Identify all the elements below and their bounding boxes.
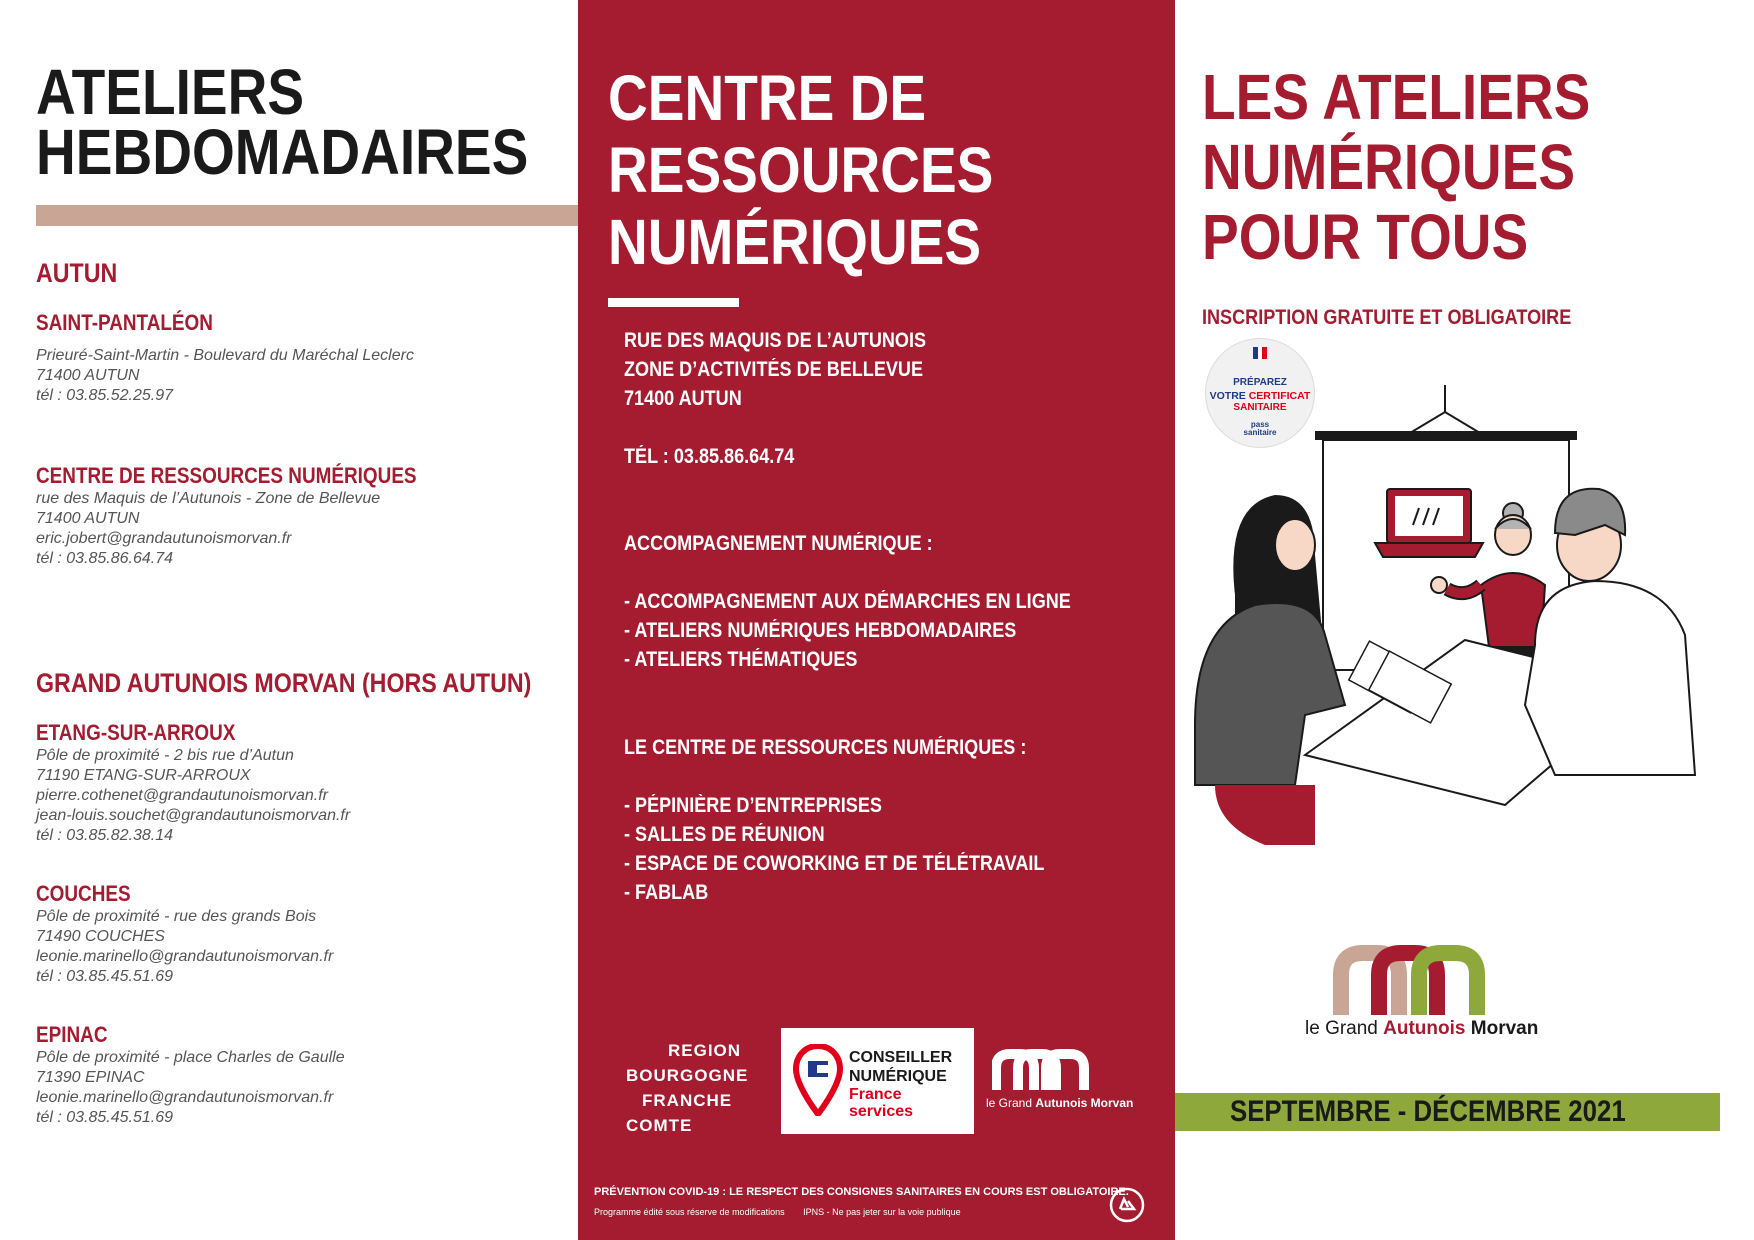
entry-line: leonie.marinello@grandautunoismorvan.fr: [36, 1089, 334, 1106]
pass-sanitaire-badge: PRÉPAREZ VOTRE CERTIFICAT SANITAIRE pass sanitaire: [1205, 338, 1315, 448]
entry-line: Pôle de proximité - 2 bis rue d’Autun: [36, 747, 294, 764]
left-panel: [0, 0, 578, 1240]
marianne-flag-icon: [1253, 347, 1267, 365]
gam-logo-small: [986, 1048, 1136, 1118]
entry-etang: [36, 720, 556, 846]
cover-title: LES ATELIERS NUMÉRIQUES POUR TOUS: [1202, 61, 1591, 273]
footnotes: [594, 1207, 977, 1217]
entry-title: SAINT-PANTALÉON: [36, 310, 213, 335]
gam-small-label: le Grand Autunois Morvan: [986, 1096, 1134, 1110]
list-item: - ESPACE DE COWORKING ET DE TÉLÉTRAVAIL: [624, 852, 1045, 875]
gam-mark-icon: [992, 1048, 1092, 1092]
entry-title: EPINAC: [36, 1022, 108, 1047]
list-item: - ACCOMPAGNEMENT AUX DÉMARCHES EN LIGNE: [624, 590, 1071, 613]
entry-line: Pôle de proximité - place Charles de Gaulle: [36, 1049, 345, 1066]
crn-title: CENTRE DE RESSOURCES NUMÉRIQUES: [608, 62, 994, 278]
crn-address: [624, 326, 975, 413]
entry-line: jean-louis.souchet@grandautunoismorvan.fr: [36, 807, 351, 824]
list-item: - SALLES DE RÉUNION: [624, 823, 825, 846]
entry-line: rue des Maquis de l’Autunois - Zone de Bellevue: [36, 490, 381, 507]
entry-line: tél : 03.85.45.51.69: [36, 968, 173, 985]
entry-epinac: [36, 1022, 556, 1128]
list-item: - PÉPINIÈRE D’ENTREPRISES: [624, 794, 882, 817]
entry-line: Prieuré-Saint-Martin - Boulevard du Maréchal Leclerc: [36, 347, 414, 364]
entry-line: 71400 AUTUN: [36, 510, 140, 527]
list-item: - FABLAB: [624, 881, 709, 904]
ateliers-title: ATELIERS HEBDOMADAIRES: [36, 56, 529, 188]
entry-line: tél : 03.85.86.64.74: [36, 550, 173, 567]
address-line: ZONE D’ACTIVITÉS DE BELLEVUE: [624, 358, 924, 381]
phone-line: TÉL : 03.85.86.64.74: [624, 445, 795, 468]
right-panel: [1175, 0, 1754, 1240]
entry-line: 71490 COUCHES: [36, 928, 165, 945]
location-pin-icon: [793, 1044, 843, 1116]
entry-line: Pôle de proximité - rue des grands Bois: [36, 908, 317, 925]
gam-heading: GRAND AUTUNOIS MORVAN (HORS AUTUN): [36, 668, 532, 698]
entry-line: 71190 ETANG-SUR-ARROUX: [36, 767, 251, 784]
entry-line: tél : 03.85.45.51.69: [36, 1109, 173, 1126]
footnote-ipns: IPNS - Ne pas jeter sur la voie publique: [803, 1207, 961, 1217]
entry-title: CENTRE DE RESSOURCES NUMÉRIQUES: [36, 463, 417, 488]
entry-line: tél : 03.85.82.38.14: [36, 827, 173, 844]
entry-crn: [36, 463, 556, 569]
title-underline-bar: [36, 205, 578, 226]
gam-logo-text: le Grand Autunois Morvan: [1305, 1018, 1539, 1039]
list-item: - ATELIERS THÉMATIQUES: [624, 648, 858, 671]
entry-line: tél : 03.85.52.25.97: [36, 387, 173, 404]
crn-phone: [624, 442, 822, 471]
entry-line: pierre.cothenet@grandautunoismorvan.fr: [36, 787, 328, 804]
region-bfc-logo: REGION BOURGOGNE FRANCHE COMTE: [626, 1041, 749, 1135]
entry-line: leonie.marinello@grandautunoismorvan.fr: [36, 948, 334, 965]
entry-line: 71400 AUTUN: [36, 367, 140, 384]
cnfs-title: CONSEILLER NUMÉRIQUE: [849, 1049, 953, 1085]
list-item: - ATELIERS NUMÉRIQUES HEBDOMADAIRES: [624, 619, 1017, 642]
entry-title: COUCHES: [36, 881, 131, 906]
entry-line: eric.jobert@grandautunoismorvan.fr: [36, 530, 292, 547]
autun-heading: AUTUN: [36, 258, 118, 288]
middle-panel: [578, 0, 1175, 1240]
address-line: 71400 AUTUN: [624, 387, 742, 410]
conseiller-numerique-logo: [781, 1028, 974, 1134]
address-line: RUE DES MAQUIS DE L’AUTUNOIS: [624, 329, 927, 352]
entry-line: 71390 EPINAC: [36, 1069, 145, 1086]
centre-heading: LE CENTRE DE RESSOURCES NUMÉRIQUES :: [624, 736, 1027, 759]
entry-title: ETANG-SUR-ARROUX: [36, 720, 236, 745]
workshop-illustration: [1175, 385, 1715, 865]
footnote-modifications: Programme édité sous réserve de modifications: [594, 1207, 785, 1217]
title-underline-bar: [608, 298, 739, 307]
france-services-label: France services: [849, 1086, 914, 1120]
recycle-icon: [1109, 1187, 1145, 1223]
accompagnement-heading: ACCOMPAGNEMENT NUMÉRIQUE :: [624, 532, 933, 555]
entry-saint-pantaleon: [36, 310, 556, 406]
inscription-notice: INSCRIPTION GRATUITE ET OBLIGATOIRE: [1202, 306, 1572, 329]
gam-logo-icon: [1333, 945, 1493, 1017]
accompagnement-block: [624, 529, 1144, 674]
entry-couches: [36, 881, 556, 987]
dates-label: SEPTEMBRE - DÉCEMBRE 2021: [1230, 1095, 1626, 1128]
covid-notice: PRÉVENTION COVID-19 : LE RESPECT DES CONSIGNES SANITAIRES EN COURS EST OBLIGATOIRE.: [594, 1186, 1129, 1198]
centre-block: [624, 733, 1113, 907]
